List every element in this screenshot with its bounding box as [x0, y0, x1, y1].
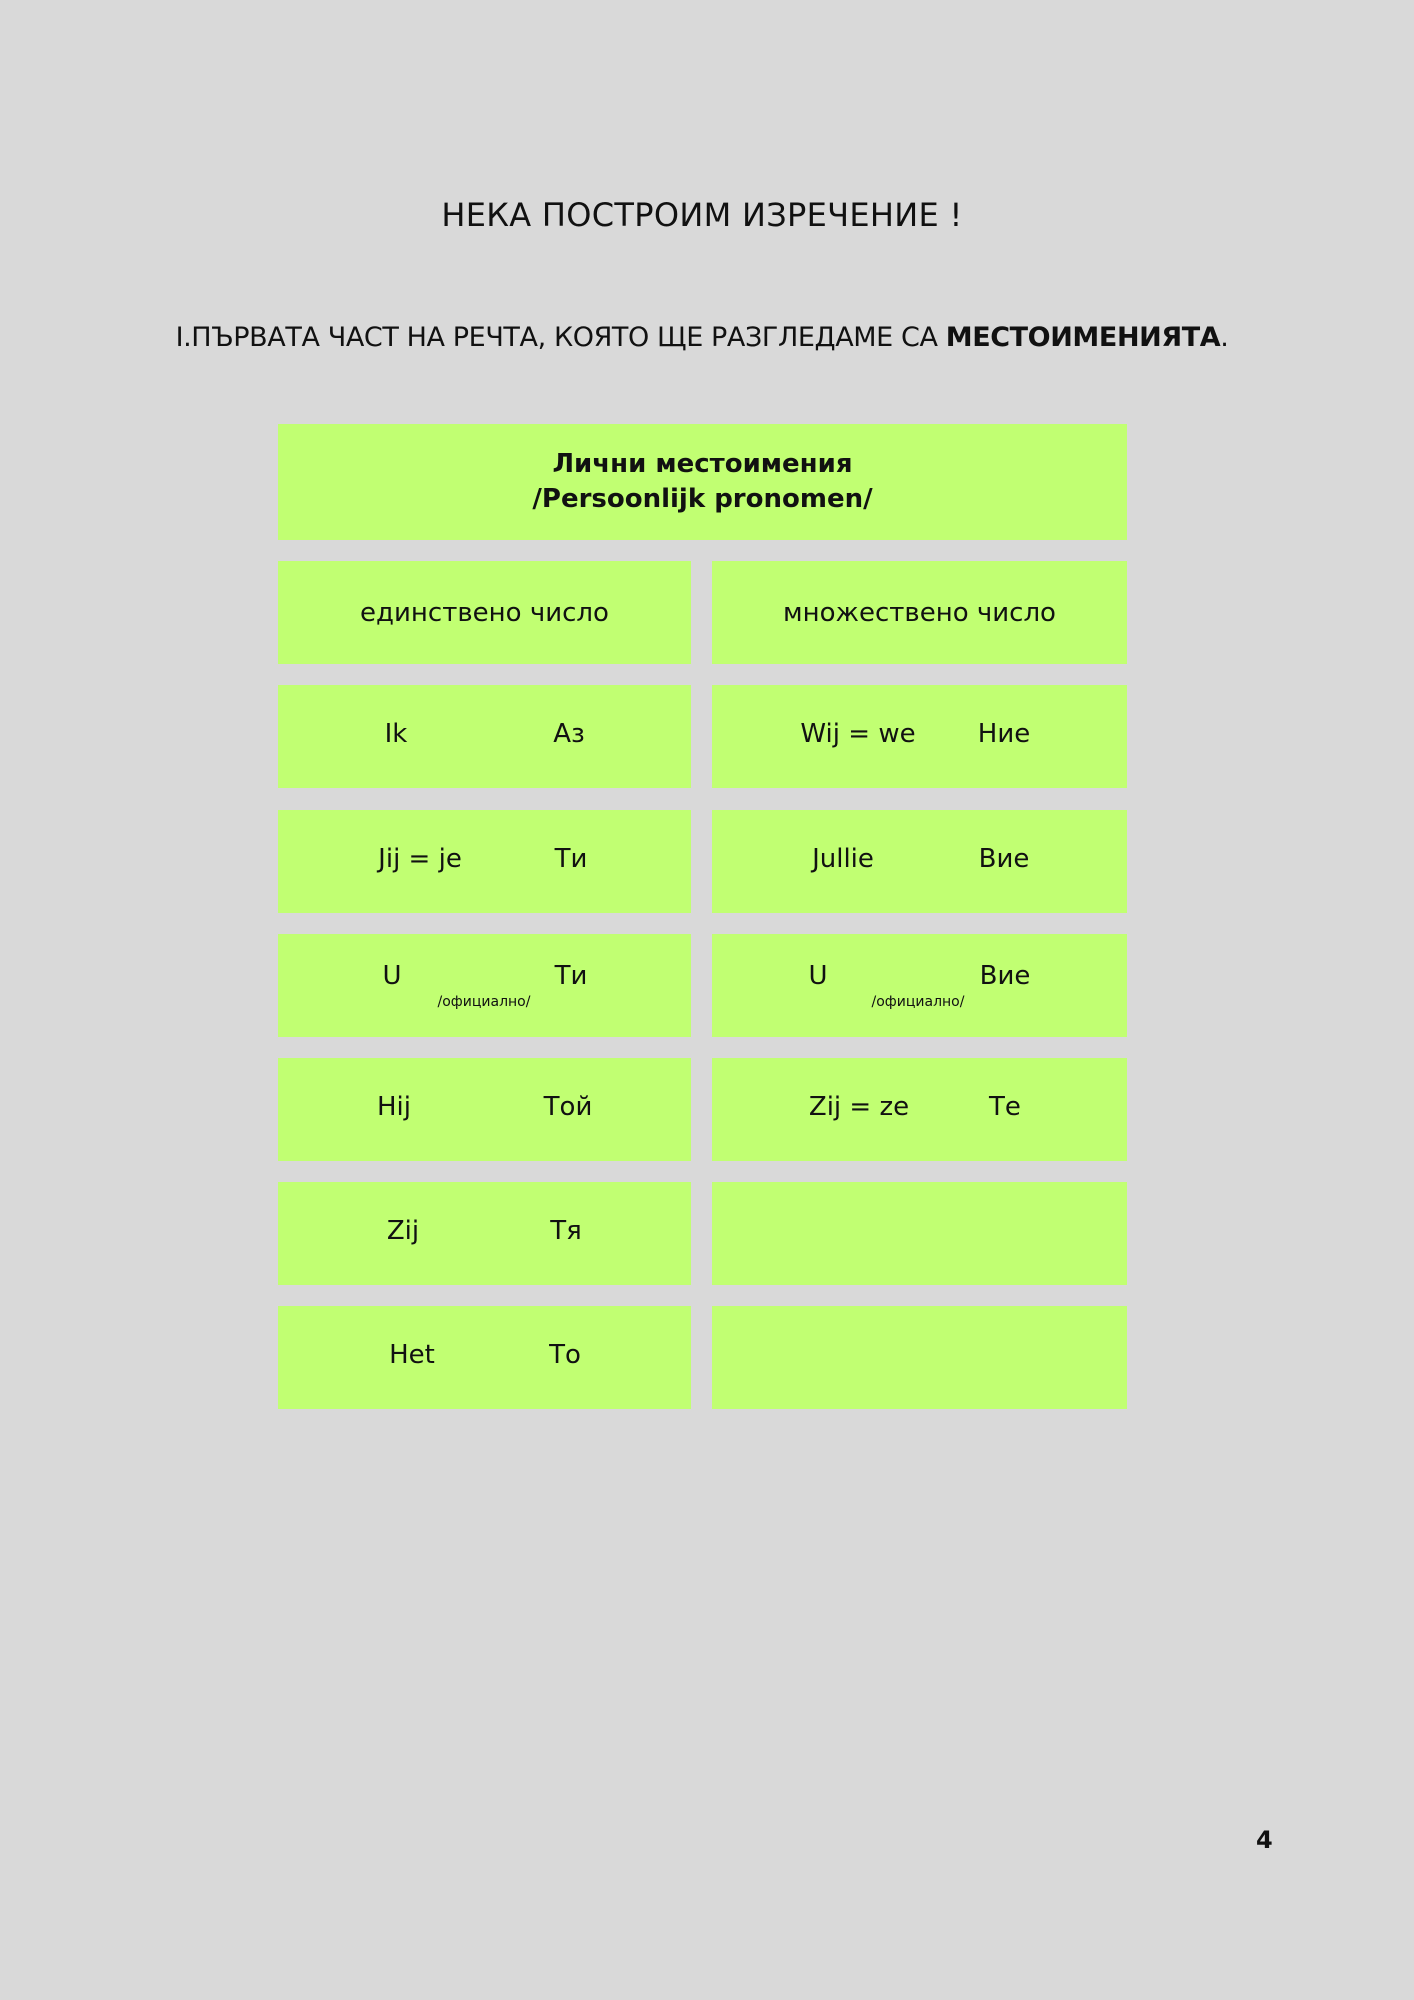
singular-bulgarian: Тя [550, 1216, 582, 1246]
plural-dutch: Wij = we [800, 719, 916, 749]
plural-bulgarian: Вие [978, 844, 1030, 874]
plural-dutch: Zij = ze [808, 1092, 910, 1122]
plural-dutch: Jullie [812, 844, 874, 874]
singular-dutch: Het [389, 1340, 435, 1370]
plural-row-6-empty [712, 1306, 1127, 1409]
plural-row-1 [712, 685, 1127, 788]
page-title: НЕКА ПОСТРОИМ ИЗРЕЧЕНИЕ ! [441, 196, 963, 234]
singular-formal-note: /официално/ [437, 994, 531, 1010]
singular-dutch: Jij = je [378, 844, 462, 874]
intro-text: I.ПЪРВАТА ЧАСТ НА РЕЧТА, КОЯТО ЩЕ РАЗГЛЕДАМЕ СА [175, 322, 946, 353]
singular-dutch: U [382, 961, 402, 991]
singular-bulgarian: То [549, 1340, 581, 1370]
intro-bold-word: МЕСТОИМЕНИЯТА [945, 322, 1221, 353]
singular-row-3 [278, 934, 691, 1037]
singular-bulgarian: Аз [553, 719, 585, 749]
singular-bulgarian: Той [543, 1092, 593, 1122]
plural-bulgarian: Вие [979, 961, 1031, 991]
plural-row-2 [712, 810, 1127, 913]
plural-row-5-empty [712, 1182, 1127, 1285]
singular-dutch: Ik [384, 719, 408, 749]
singular-row-1 [278, 685, 691, 788]
singular-row-5 [278, 1182, 691, 1285]
table-title-dutch: /Persoonlijk pronomen/ [532, 484, 873, 514]
singular-bulgarian: Ти [554, 844, 588, 874]
singular-bulgarian: Ти [554, 961, 588, 991]
plural-dutch: U [808, 961, 828, 991]
intro-period: . [1220, 322, 1229, 353]
singular-header: единствено число [360, 597, 609, 628]
plural-bulgarian: Ние [977, 719, 1031, 749]
singular-row-4 [278, 1058, 691, 1161]
singular-dutch: Hij [377, 1092, 411, 1122]
plural-formal-note: /официално/ [871, 994, 965, 1010]
singular-dutch: Zij [386, 1216, 420, 1246]
singular-header-box [278, 561, 691, 664]
plural-row-3 [712, 934, 1127, 1037]
plural-bulgarian: Те [989, 1092, 1021, 1122]
intro-sentence [0, 322, 1404, 353]
table-title-box [278, 424, 1127, 540]
plural-header-box [712, 561, 1127, 664]
table-title-bulgarian: Лични местоимения [552, 449, 853, 479]
singular-row-6 [278, 1306, 691, 1409]
page-number: 4 [1256, 1826, 1273, 1854]
singular-row-2 [278, 810, 691, 913]
plural-row-4 [712, 1058, 1127, 1161]
plural-header: множествено число [783, 597, 1056, 628]
